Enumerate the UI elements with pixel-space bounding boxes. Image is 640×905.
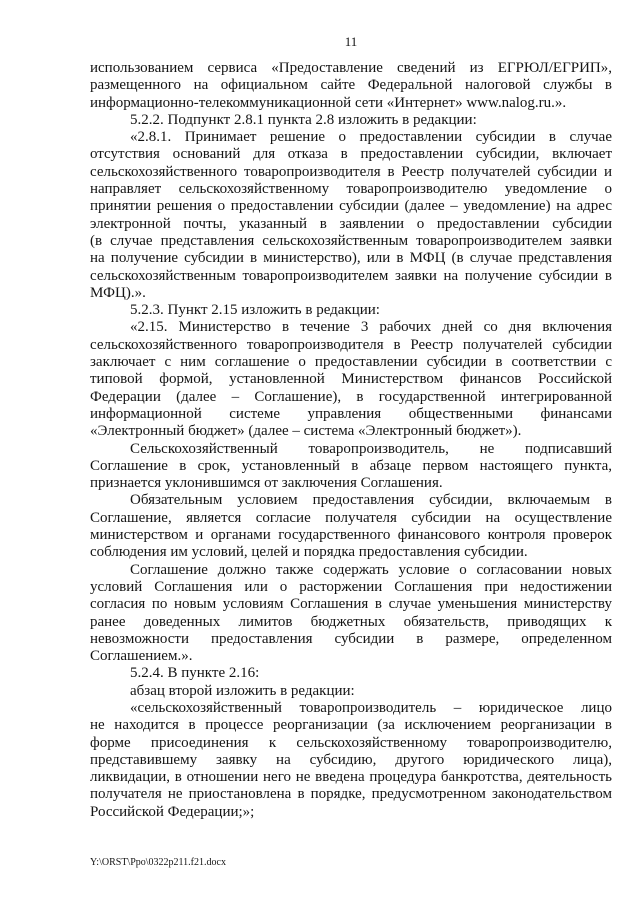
text-line: форме присоединения к сельскохозяйственному товаропроизводителю, bbox=[90, 734, 612, 751]
text-line: невозможности предоставления субсидии в размере, определенном bbox=[90, 630, 612, 647]
paragraph-clause-2-15 bbox=[90, 319, 612, 440]
text-line: не находится в процессе реорганизации (за исключением реорганизации в bbox=[90, 717, 612, 734]
text-line: Соглашение, является согласие получателя субсидии на осуществление bbox=[90, 509, 612, 526]
paragraph-second-subparagraph bbox=[90, 683, 612, 700]
paragraph-item-5-2-2 bbox=[90, 112, 612, 129]
text-line: заключает с ним соглашение о предоставлении субсидии в соответствии с bbox=[90, 354, 612, 371]
text-line: получателя не приостановлена в порядке, предусмотренном законодательством bbox=[90, 786, 612, 803]
text-line: Сельскохозяйственный товаропроизводитель, не подписавший bbox=[130, 440, 612, 457]
text-line: направляет сельскохозяйственному товаропроизводителю уведомление о bbox=[90, 181, 612, 198]
text-line: условий Соглашения или о расторжении Соглашения при недостижении bbox=[90, 578, 612, 595]
text-line: «сельскохозяйственный товаропроизводитель – юридическое лицо bbox=[130, 699, 612, 716]
paragraph-non-signing bbox=[90, 441, 612, 493]
text-line: министерством и органами государственного финансового контроля проверок bbox=[90, 527, 612, 544]
text-line: абзац второй изложить в редакции: bbox=[130, 682, 355, 699]
text-line: 5.2.4. В пункте 2.16: bbox=[130, 665, 260, 682]
text-line: размещенного на официальном сайте Федеральной налоговой службы в bbox=[90, 77, 612, 94]
text-line: принятии решения о предоставлении субсидии (далее – уведомление) на адрес bbox=[90, 198, 612, 215]
text-line: электронной почты, указанный в заявлении о предоставлении субсидии bbox=[90, 215, 612, 232]
document-body bbox=[90, 60, 612, 821]
text-line: ранее доведенных лимитов бюджетных обязательств, приводящих к bbox=[90, 613, 612, 630]
text-line: сельскохозяйственного товаропроизводителя в Реестр получателей субсидии и bbox=[90, 163, 612, 180]
text-line: Соглашением.». bbox=[90, 648, 193, 665]
text-line: использованием сервиса «Предоставление сведений из ЕГРЮЛ/ЕГРИП», bbox=[90, 60, 612, 76]
text-line: Российской Федерации;»; bbox=[90, 803, 255, 820]
text-line: Соглашение должно также содержать условие о согласовании новых bbox=[130, 561, 612, 578]
text-line: информационной системе управления общественными финансами bbox=[90, 405, 612, 422]
text-line: Федерации (далее – Соглашение), в государственной интегрированной bbox=[90, 388, 612, 405]
text-line: «Электронный бюджет» (далее – система «Электронный бюджет»). bbox=[90, 423, 522, 440]
page-number: 11 bbox=[344, 34, 358, 49]
text-line: представившему заявку на субсидию, другого юридического лица), bbox=[90, 751, 612, 768]
file-path-footer: Y:\ORST\Ppo\0322p211.f21.docx bbox=[90, 857, 226, 868]
text-line: сельскохозяйственным товаропроизводителем заявки на получение субсидии в bbox=[90, 267, 612, 284]
text-line: 5.2.2. Подпункт 2.8.1 пункта 2.8 изложить в редакции: bbox=[130, 111, 477, 128]
text-line: 5.2.3. Пункт 2.15 изложить в редакции: bbox=[130, 302, 380, 319]
text-line: типовой формой, установленной Министерством финансов Российской bbox=[90, 371, 612, 388]
paragraph-clause-2-8-1 bbox=[90, 129, 612, 302]
text-line: Соглашение в срок, установленный в абзаце первом настоящего пункта, bbox=[90, 457, 612, 474]
text-line: Обязательным условием предоставления субсидии, включаемым в bbox=[130, 492, 612, 509]
paragraph-agreement-terms bbox=[90, 562, 612, 666]
text-line: соблюдения им условий, целей и порядка предоставления субсидии. bbox=[90, 544, 528, 561]
text-line: (в случае представления сельскохозяйственным товаропроизводителем заявки bbox=[90, 232, 612, 249]
paragraph-item-5-2-4 bbox=[90, 665, 612, 682]
text-line: признается уклонившимся от заключения Соглашения. bbox=[90, 475, 443, 492]
text-line: «2.8.1. Принимает решение о предоставлении субсидии в случае bbox=[130, 129, 612, 146]
text-line: на получение субсидии в министерство), или в МФЦ (в случае представления bbox=[90, 250, 612, 267]
paragraph-mandatory-condition bbox=[90, 492, 612, 561]
text-line: сельскохозяйственного товаропроизводителя в Реестр получателей субсидии bbox=[90, 336, 612, 353]
paragraph-continuation bbox=[90, 60, 612, 112]
text-line: ликвидации, в отношении него не введена процедура банкротства, деятельность bbox=[90, 769, 612, 786]
text-line: МФЦ).». bbox=[90, 284, 146, 301]
text-line: информационно-телекоммуникационной сети «Интернет» www.nalog.ru.». bbox=[90, 94, 567, 111]
paragraph-producer-requirement bbox=[90, 700, 612, 821]
text-line: согласия по новым условиям Соглашения в случае уменьшения министерству bbox=[90, 596, 612, 613]
text-line: отсутствия оснований для отказа в предоставлении субсидии, включает bbox=[90, 146, 612, 163]
paragraph-item-5-2-3 bbox=[90, 302, 612, 319]
text-line: «2.15. Министерство в течение 3 рабочих дней со дня включения bbox=[130, 319, 612, 336]
